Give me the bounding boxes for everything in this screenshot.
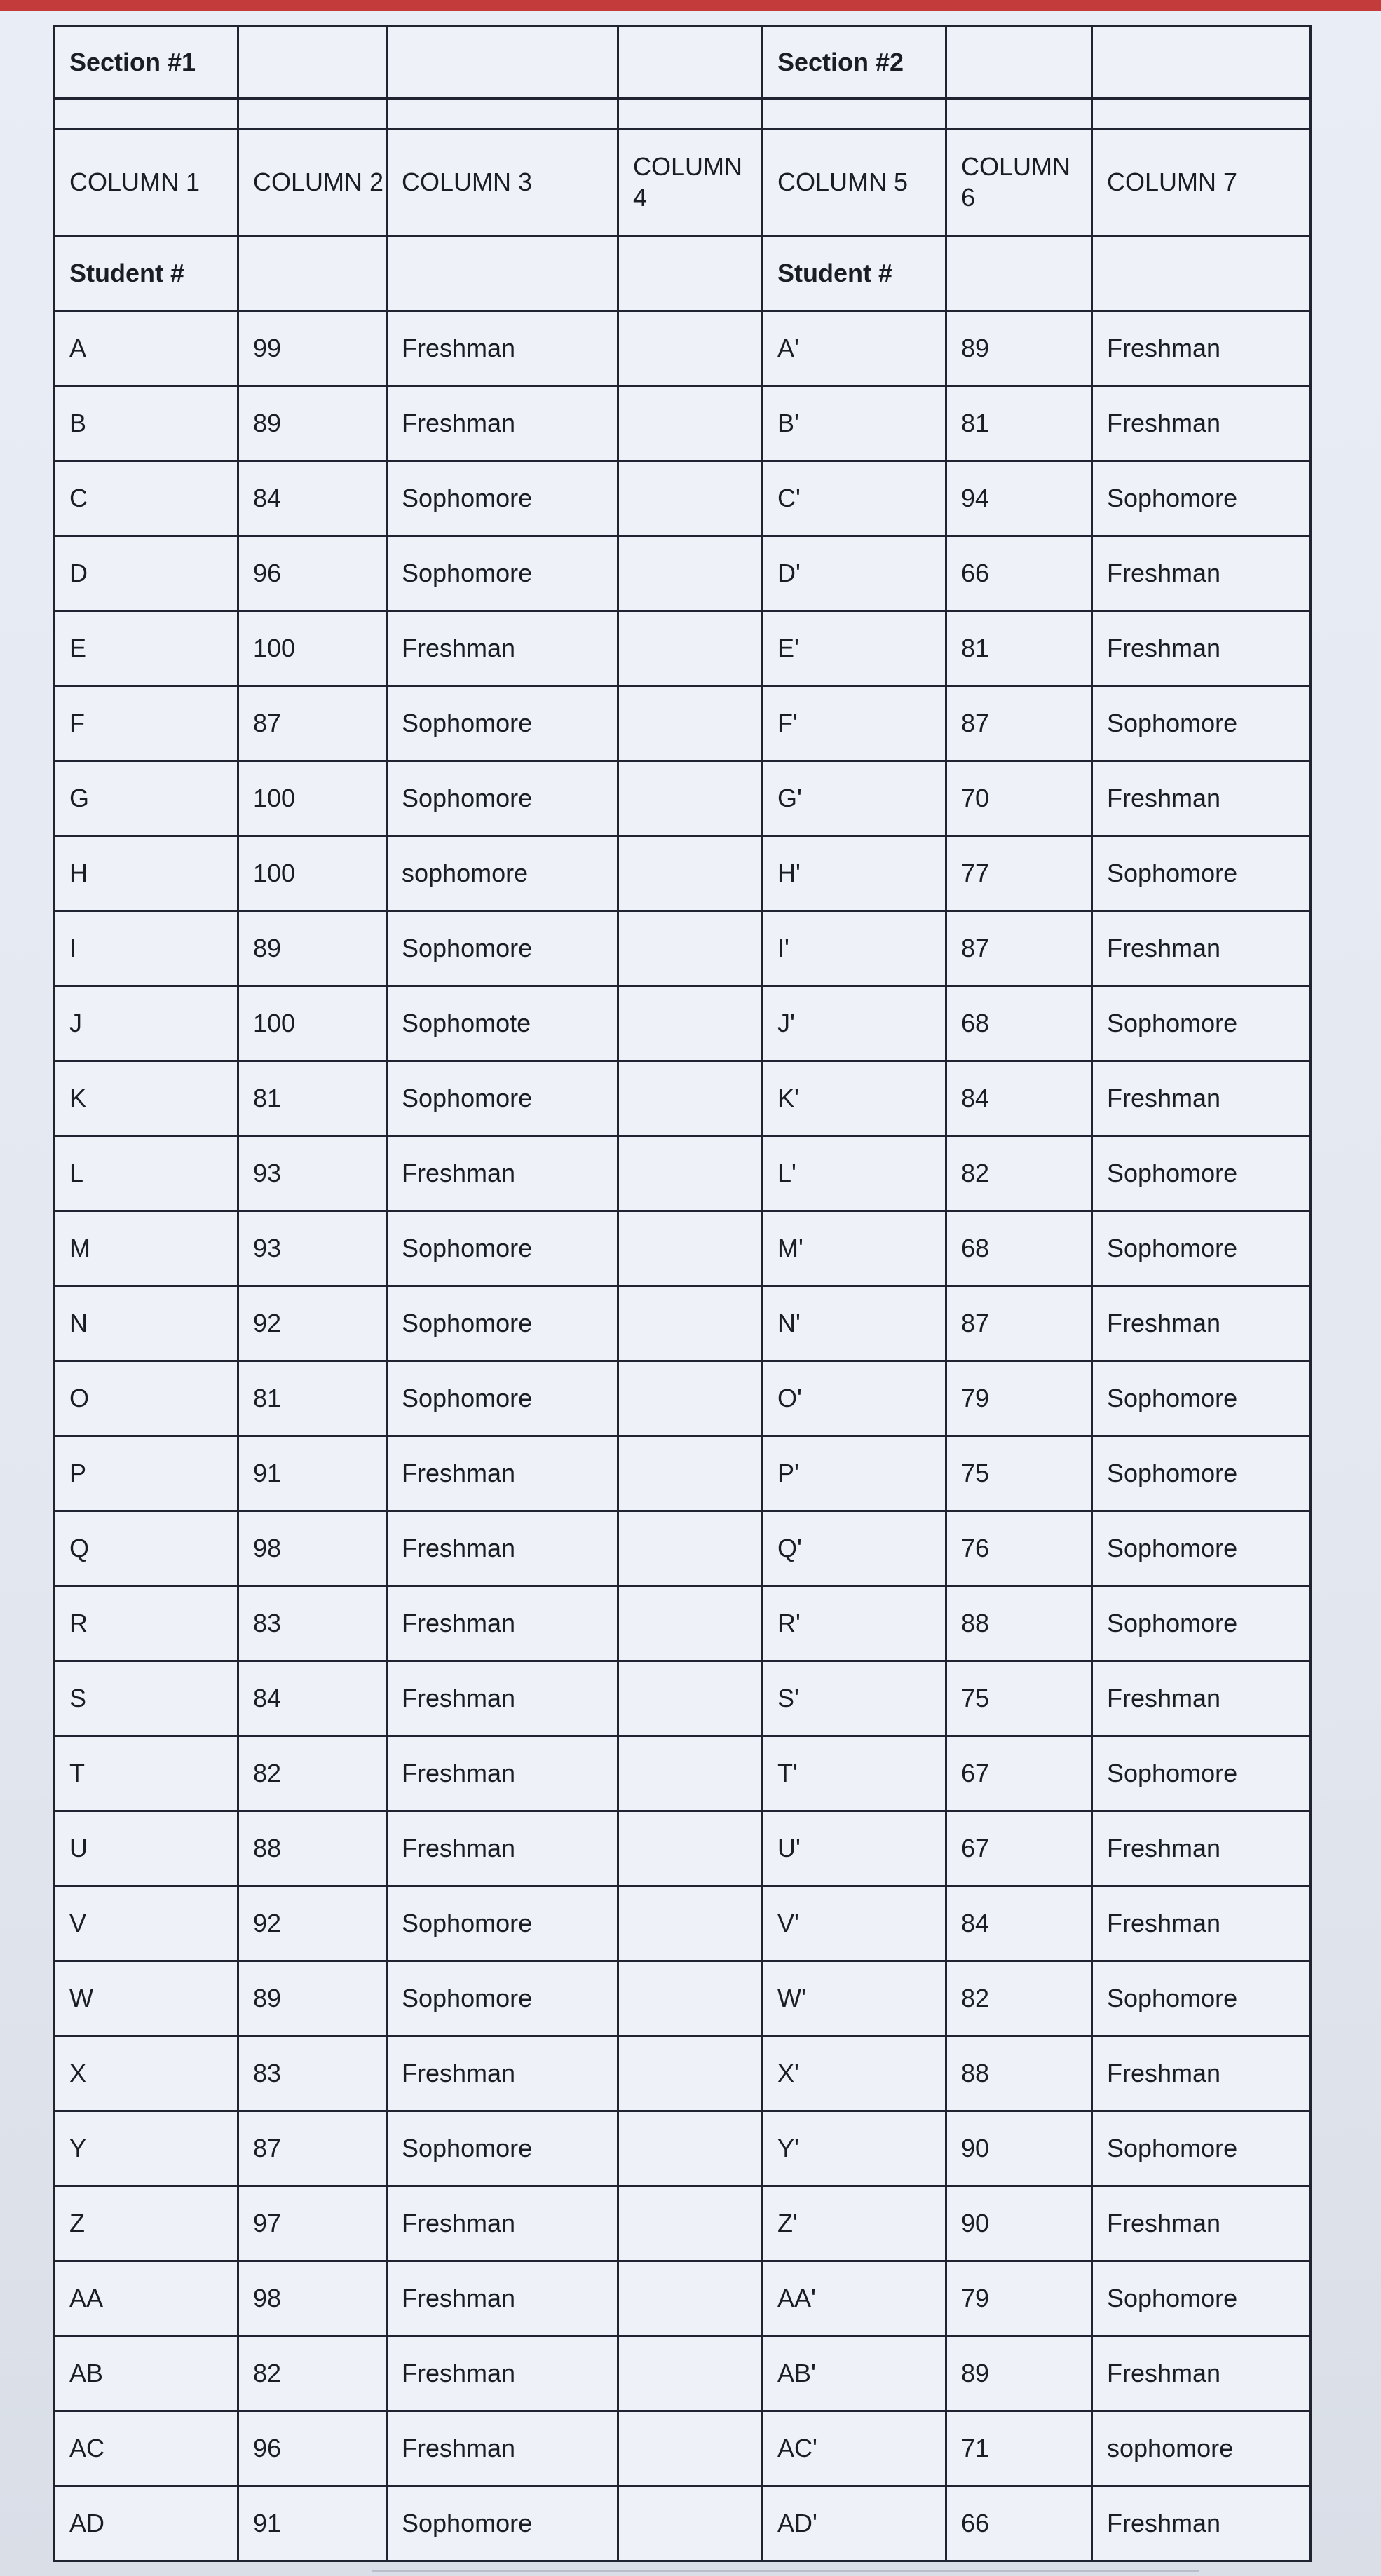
cell-score: 92 — [238, 1886, 387, 1961]
cell-score: 71 — [946, 2411, 1092, 2486]
cell-score: 93 — [238, 1211, 387, 1286]
cell-class-year: Freshman — [387, 311, 618, 386]
cell-student-id: AD' — [763, 2486, 946, 2561]
cell-class-year: Sophomore — [387, 911, 618, 986]
cell-score: 79 — [946, 2261, 1092, 2336]
cell-score: 97 — [238, 2186, 387, 2261]
cell-score: 92 — [238, 1286, 387, 1361]
cell-class-year: Freshman — [387, 2411, 618, 2486]
cell-student-id: Y — [55, 2111, 238, 2186]
table-row — [55, 311, 1311, 386]
cell-student-id: H — [55, 836, 238, 911]
cell-student-id: V' — [763, 1886, 946, 1961]
cell-student-id: D' — [763, 536, 946, 611]
cell-student-id: R — [55, 1586, 238, 1661]
empty-cell — [1092, 99, 1311, 129]
cell-empty — [618, 1136, 763, 1211]
cell-class-year: Sophomore — [1092, 1436, 1311, 1511]
table-row — [55, 2486, 1311, 2561]
table-row — [55, 1811, 1311, 1886]
cell-class-year: Freshman — [387, 2036, 618, 2111]
cell-score: 83 — [238, 2036, 387, 2111]
table-row — [55, 686, 1311, 761]
cell-score: 100 — [238, 836, 387, 911]
cell-student-id: U' — [763, 1811, 946, 1886]
cell-score: 98 — [238, 2261, 387, 2336]
cell-class-year: Sophomote — [387, 986, 618, 1061]
cell-score: 84 — [946, 1886, 1092, 1961]
cell-empty — [618, 1286, 763, 1361]
cell-class-year: Sophomore — [1092, 1136, 1311, 1211]
cell-empty — [618, 1436, 763, 1511]
empty-cell — [238, 27, 387, 99]
cell-class-year: Freshman — [1092, 611, 1311, 686]
cell-class-year: Freshman — [387, 611, 618, 686]
column-header: COLUMN 4 — [618, 129, 763, 236]
empty-cell — [387, 236, 618, 311]
cell-class-year: Sophomore — [1092, 2111, 1311, 2186]
cell-student-id: Y' — [763, 2111, 946, 2186]
empty-cell — [946, 27, 1092, 99]
empty-cell — [238, 236, 387, 311]
cell-class-year: Freshman — [387, 1661, 618, 1736]
cell-student-id: O — [55, 1361, 238, 1436]
cell-empty — [618, 1511, 763, 1586]
cell-class-year: sophomore — [387, 836, 618, 911]
cell-student-id: T' — [763, 1736, 946, 1811]
document-page — [0, 11, 1381, 2576]
table-row — [55, 536, 1311, 611]
cell-empty — [618, 761, 763, 836]
cell-student-id: S — [55, 1661, 238, 1736]
cell-student-id: X — [55, 2036, 238, 2111]
column-header: COLUMN 5 — [763, 129, 946, 236]
cell-class-year: Freshman — [1092, 2486, 1311, 2561]
cell-class-year: Freshman — [387, 2336, 618, 2411]
cell-score: 90 — [946, 2111, 1092, 2186]
cell-class-year: Sophomore — [1092, 1961, 1311, 2036]
cell-empty — [618, 461, 763, 536]
cell-empty — [618, 1811, 763, 1886]
cell-class-year: Freshman — [1092, 536, 1311, 611]
cell-empty — [618, 2336, 763, 2411]
cell-score: 99 — [238, 311, 387, 386]
cell-class-year: Freshman — [387, 1736, 618, 1811]
cell-score: 100 — [238, 986, 387, 1061]
top-accent-bar — [0, 0, 1381, 11]
cell-score: 75 — [946, 1661, 1092, 1736]
empty-cell — [618, 27, 763, 99]
cell-student-id: I' — [763, 911, 946, 986]
cell-student-id: AC — [55, 2411, 238, 2486]
cell-score: 81 — [238, 1361, 387, 1436]
column-header: COLUMN 1 — [55, 129, 238, 236]
cell-score: 66 — [946, 536, 1092, 611]
cell-score: 89 — [238, 911, 387, 986]
cell-score: 87 — [946, 686, 1092, 761]
column-header: COLUMN 7 — [1092, 129, 1311, 236]
cell-empty — [618, 2411, 763, 2486]
cell-empty — [618, 2186, 763, 2261]
cell-score: 100 — [238, 761, 387, 836]
cell-score: 79 — [946, 1361, 1092, 1436]
empty-cell — [55, 99, 238, 129]
cell-score: 67 — [946, 1736, 1092, 1811]
cell-empty — [618, 1736, 763, 1811]
cell-class-year: Sophomore — [387, 1061, 618, 1136]
cell-student-id: W — [55, 1961, 238, 2036]
empty-cell — [387, 99, 618, 129]
student-grades-table — [53, 25, 1312, 2562]
cell-score: 90 — [946, 2186, 1092, 2261]
cell-student-id: V — [55, 1886, 238, 1961]
cell-student-id: P — [55, 1436, 238, 1511]
column-header: COLUMN 6 — [946, 129, 1092, 236]
empty-cell — [1092, 236, 1311, 311]
cell-score: 87 — [946, 1286, 1092, 1361]
empty-cell — [946, 99, 1092, 129]
section-row — [55, 27, 1311, 99]
table-row — [55, 1211, 1311, 1286]
cell-class-year: Sophomore — [1092, 1211, 1311, 1286]
cell-empty — [618, 311, 763, 386]
section-2-title: Section #2 — [763, 27, 946, 99]
cell-class-year: Freshman — [1092, 2186, 1311, 2261]
cell-score: 83 — [238, 1586, 387, 1661]
cell-score: 84 — [238, 461, 387, 536]
label-row — [55, 236, 1311, 311]
table-row — [55, 761, 1311, 836]
cell-empty — [618, 536, 763, 611]
cell-student-id: AC' — [763, 2411, 946, 2486]
cell-empty — [618, 911, 763, 986]
cell-score: 89 — [946, 311, 1092, 386]
table-row — [55, 1436, 1311, 1511]
cell-student-id: C' — [763, 461, 946, 536]
cell-class-year: Freshman — [1092, 1286, 1311, 1361]
cell-class-year: Sophomore — [387, 1961, 618, 2036]
cell-class-year: Sophomore — [1092, 986, 1311, 1061]
cell-score: 81 — [946, 386, 1092, 461]
cell-empty — [618, 386, 763, 461]
cell-student-id: J' — [763, 986, 946, 1061]
cell-score: 94 — [946, 461, 1092, 536]
empty-cell — [1092, 27, 1311, 99]
cell-student-id: P' — [763, 1436, 946, 1511]
cell-class-year: Sophomore — [1092, 836, 1311, 911]
column-header-row — [55, 129, 1311, 236]
cell-student-id: E' — [763, 611, 946, 686]
cell-empty — [618, 1211, 763, 1286]
cell-student-id: B' — [763, 386, 946, 461]
cell-class-year: Sophomore — [1092, 1586, 1311, 1661]
cell-class-year: Sophomore — [1092, 2261, 1311, 2336]
table-row — [55, 1586, 1311, 1661]
cell-class-year: Sophomore — [387, 1286, 618, 1361]
cell-score: 68 — [946, 986, 1092, 1061]
cell-class-year: Sophomore — [1092, 1361, 1311, 1436]
empty-cell — [387, 27, 618, 99]
cell-student-id: U — [55, 1811, 238, 1886]
cell-student-id: A — [55, 311, 238, 386]
cell-student-id: Q — [55, 1511, 238, 1586]
cell-student-id: L' — [763, 1136, 946, 1211]
cell-class-year: Freshman — [1092, 1061, 1311, 1136]
cell-score: 84 — [238, 1661, 387, 1736]
cell-score: 77 — [946, 836, 1092, 911]
cell-score: 75 — [946, 1436, 1092, 1511]
cell-class-year: Sophomore — [387, 1886, 618, 1961]
table-row — [55, 386, 1311, 461]
cell-student-id: W' — [763, 1961, 946, 2036]
cell-class-year: Freshman — [387, 1586, 618, 1661]
cell-score: 98 — [238, 1511, 387, 1586]
cell-class-year: Sophomore — [387, 686, 618, 761]
cell-student-id: X' — [763, 2036, 946, 2111]
cell-student-id: F' — [763, 686, 946, 761]
cell-score: 87 — [238, 686, 387, 761]
cell-student-id: E — [55, 611, 238, 686]
cell-student-id: B — [55, 386, 238, 461]
cell-class-year: Sophomore — [387, 2111, 618, 2186]
cell-class-year: Freshman — [1092, 1811, 1311, 1886]
cell-empty — [618, 1061, 763, 1136]
cell-class-year: Freshman — [1092, 1661, 1311, 1736]
cell-class-year: Freshman — [1092, 761, 1311, 836]
cell-score: 88 — [946, 2036, 1092, 2111]
cell-student-id: AA — [55, 2261, 238, 2336]
table-row — [55, 1286, 1311, 1361]
cell-score: 100 — [238, 611, 387, 686]
cell-score: 88 — [238, 1811, 387, 1886]
column-header: COLUMN 2 — [238, 129, 387, 236]
table-row — [55, 461, 1311, 536]
cell-score: 70 — [946, 761, 1092, 836]
cell-score: 82 — [946, 1136, 1092, 1211]
empty-cell — [763, 99, 946, 129]
cell-score: 88 — [946, 1586, 1092, 1661]
cell-score: 82 — [946, 1961, 1092, 2036]
cell-class-year: Sophomore — [387, 461, 618, 536]
cell-class-year: Freshman — [1092, 386, 1311, 461]
cell-student-id: S' — [763, 1661, 946, 1736]
cell-student-id: M' — [763, 1211, 946, 1286]
cell-empty — [618, 986, 763, 1061]
cell-score: 82 — [238, 1736, 387, 1811]
cell-empty — [618, 2111, 763, 2186]
cell-student-id: D — [55, 536, 238, 611]
cell-class-year: Sophomore — [387, 761, 618, 836]
cell-empty — [618, 1361, 763, 1436]
column-header: COLUMN 3 — [387, 129, 618, 236]
cell-class-year: Freshman — [1092, 1886, 1311, 1961]
empty-cell — [946, 236, 1092, 311]
table-row — [55, 2261, 1311, 2336]
cell-student-id: G — [55, 761, 238, 836]
cell-class-year: sophomore — [1092, 2411, 1311, 2486]
cell-student-id: L — [55, 1136, 238, 1211]
table-row — [55, 1886, 1311, 1961]
cell-class-year: Freshman — [1092, 2336, 1311, 2411]
table-row — [55, 2411, 1311, 2486]
cell-score: 96 — [238, 2411, 387, 2486]
cell-student-id: N' — [763, 1286, 946, 1361]
cell-class-year: Sophomore — [387, 536, 618, 611]
table-row — [55, 836, 1311, 911]
section-1-title: Section #1 — [55, 27, 238, 99]
cell-empty — [618, 1586, 763, 1661]
empty-cell — [238, 99, 387, 129]
cell-score: 87 — [238, 2111, 387, 2186]
table-row — [55, 611, 1311, 686]
table-row — [55, 1661, 1311, 1736]
cell-empty — [618, 611, 763, 686]
cell-score: 68 — [946, 1211, 1092, 1286]
cell-class-year: Sophomore — [387, 1361, 618, 1436]
cell-student-id: A' — [763, 311, 946, 386]
cell-class-year: Freshman — [1092, 311, 1311, 386]
table-row — [55, 2111, 1311, 2186]
table-row — [55, 1736, 1311, 1811]
cell-class-year: Sophomore — [1092, 686, 1311, 761]
cell-student-id: AA' — [763, 2261, 946, 2336]
cell-score: 67 — [946, 1811, 1092, 1886]
cell-class-year: Sophomore — [1092, 461, 1311, 536]
cell-empty — [618, 1886, 763, 1961]
table-row — [55, 1361, 1311, 1436]
cell-empty — [618, 1661, 763, 1736]
cell-student-id: AD — [55, 2486, 238, 2561]
cell-score: 66 — [946, 2486, 1092, 2561]
empty-cell — [618, 236, 763, 311]
cell-score: 84 — [946, 1061, 1092, 1136]
cell-student-id: G' — [763, 761, 946, 836]
cell-score: 91 — [238, 1436, 387, 1511]
cell-score: 81 — [946, 611, 1092, 686]
bottom-divider — [372, 2570, 1199, 2572]
cell-score: 91 — [238, 2486, 387, 2561]
table-row — [55, 1961, 1311, 2036]
cell-empty — [618, 2261, 763, 2336]
empty-cell — [618, 99, 763, 129]
cell-empty — [618, 686, 763, 761]
cell-student-id: AB' — [763, 2336, 946, 2411]
cell-score: 87 — [946, 911, 1092, 986]
table-row — [55, 1136, 1311, 1211]
cell-student-id: C — [55, 461, 238, 536]
student-number-label: Student # — [763, 236, 946, 311]
cell-score: 76 — [946, 1511, 1092, 1586]
cell-student-id: K' — [763, 1061, 946, 1136]
cell-empty — [618, 2486, 763, 2561]
student-number-label: Student # — [55, 236, 238, 311]
cell-student-id: R' — [763, 1586, 946, 1661]
table-row — [55, 911, 1311, 986]
cell-score: 89 — [238, 1961, 387, 2036]
cell-score: 96 — [238, 536, 387, 611]
cell-student-id: Q' — [763, 1511, 946, 1586]
cell-empty — [618, 1961, 763, 2036]
table-row — [55, 2336, 1311, 2411]
cell-empty — [618, 2036, 763, 2111]
cell-class-year: Sophomore — [1092, 1736, 1311, 1811]
cell-class-year: Freshman — [387, 386, 618, 461]
cell-class-year: Freshman — [387, 1811, 618, 1886]
cell-class-year: Freshman — [387, 2261, 618, 2336]
cell-class-year: Freshman — [1092, 911, 1311, 986]
cell-class-year: Sophomore — [1092, 1511, 1311, 1586]
cell-student-id: AB — [55, 2336, 238, 2411]
cell-student-id: F — [55, 686, 238, 761]
cell-class-year: Sophomore — [387, 1211, 618, 1286]
cell-score: 93 — [238, 1136, 387, 1211]
cell-score: 81 — [238, 1061, 387, 1136]
cell-score: 89 — [946, 2336, 1092, 2411]
table-row — [55, 2186, 1311, 2261]
table-row — [55, 1061, 1311, 1136]
cell-class-year: Freshman — [387, 1136, 618, 1211]
cell-class-year: Freshman — [387, 2186, 618, 2261]
cell-student-id: H' — [763, 836, 946, 911]
cell-empty — [618, 836, 763, 911]
spacer-row — [55, 99, 1311, 129]
table-row — [55, 2036, 1311, 2111]
cell-student-id: N — [55, 1286, 238, 1361]
cell-student-id: I — [55, 911, 238, 986]
cell-student-id: Z' — [763, 2186, 946, 2261]
cell-score: 89 — [238, 386, 387, 461]
cell-student-id: O' — [763, 1361, 946, 1436]
cell-class-year: Freshman — [387, 1511, 618, 1586]
cell-score: 82 — [238, 2336, 387, 2411]
cell-student-id: T — [55, 1736, 238, 1811]
table-body — [55, 311, 1311, 2561]
cell-class-year: Freshman — [1092, 2036, 1311, 2111]
cell-student-id: M — [55, 1211, 238, 1286]
table-row — [55, 1511, 1311, 1586]
cell-student-id: Z — [55, 2186, 238, 2261]
cell-student-id: K — [55, 1061, 238, 1136]
cell-class-year: Freshman — [387, 1436, 618, 1511]
cell-student-id: J — [55, 986, 238, 1061]
table-row — [55, 986, 1311, 1061]
cell-class-year: Sophomore — [387, 2486, 618, 2561]
